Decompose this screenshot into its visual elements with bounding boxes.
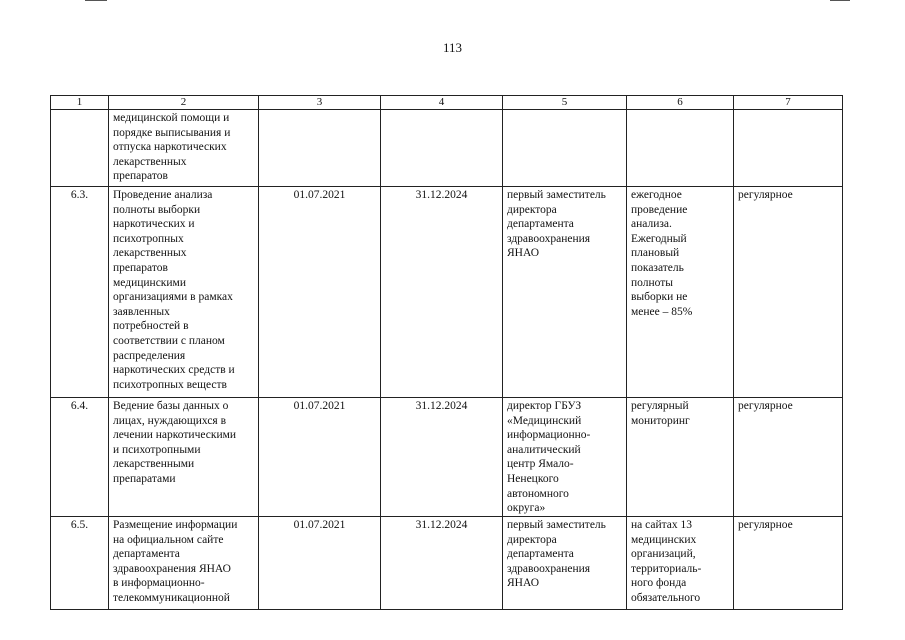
end-date-cell: 31.12.2024 xyxy=(381,187,503,398)
row-number: 6.4. xyxy=(51,398,109,517)
column-header: 6 xyxy=(627,96,734,110)
measure-cell: Размещение информации на официальном сайте департамента здравоохранения ЯНАО в информационно- телекоммуникационной xyxy=(109,517,259,610)
indicator-cell: на сайтах 13 медицинских организаций, территориаль- ного фонда обязательного xyxy=(627,517,734,610)
periodicity-cell: регулярное xyxy=(734,187,843,398)
start-date-cell: 01.07.2021 xyxy=(259,187,381,398)
column-header: 7 xyxy=(734,96,843,110)
end-date-cell: 31.12.2024 xyxy=(381,398,503,517)
responsible-cell xyxy=(503,110,627,187)
indicator-cell: регулярный мониторинг xyxy=(627,398,734,517)
table-row xyxy=(51,187,843,398)
page-number: 113 xyxy=(442,40,463,55)
row-number: 6.3. xyxy=(51,187,109,398)
table-row xyxy=(51,517,843,610)
start-date-cell: 01.07.2021 xyxy=(259,398,381,517)
periodicity-cell: регулярное xyxy=(734,398,843,517)
column-header: 5 xyxy=(503,96,627,110)
measure-cell: Ведение базы данных о лицах, нуждающихся в лечении наркотическими и психотропными лекарственными препаратами xyxy=(109,398,259,517)
header-row xyxy=(51,96,843,110)
start-date-cell xyxy=(259,110,381,187)
column-header: 2 xyxy=(109,96,259,110)
indicator-cell xyxy=(627,110,734,187)
measure-cell: медицинской помощи и порядке выписывания и отпуска наркотических лекарственных препаратов xyxy=(109,110,259,187)
measure-cell: Проведение анализа полноты выборки наркотических и психотропных лекарственных препаратов медицинскими организациями в рамках заявленных потребностей в соответствии с планом распределения наркотических средств и психотропных веществ xyxy=(109,187,259,398)
scan-artifact xyxy=(830,0,850,1)
row-number: 6.5. xyxy=(51,517,109,610)
scan-artifact xyxy=(85,0,107,1)
column-header: 3 xyxy=(259,96,381,110)
column-header: 4 xyxy=(381,96,503,110)
responsible-cell: директор ГБУЗ «Медицинский информационно- аналитический центр Ямало- Ненецкого автономного округа» xyxy=(503,398,627,517)
responsible-cell: первый заместитель директора департамента здравоохранения ЯНАО xyxy=(503,517,627,610)
end-date-cell xyxy=(381,110,503,187)
column-header: 1 xyxy=(51,96,109,110)
periodicity-cell xyxy=(734,110,843,187)
table-row xyxy=(51,398,843,517)
start-date-cell: 01.07.2021 xyxy=(259,517,381,610)
periodicity-cell: регулярное xyxy=(734,517,843,610)
indicator-cell: ежегодное проведение анализа. Ежегодный плановый показатель полноты выборки не менее – 85% xyxy=(627,187,734,398)
row-number xyxy=(51,110,109,187)
plan-table xyxy=(50,95,843,610)
table-row xyxy=(51,110,843,187)
end-date-cell: 31.12.2024 xyxy=(381,517,503,610)
responsible-cell: первый заместитель директора департамента здравоохранения ЯНАО xyxy=(503,187,627,398)
